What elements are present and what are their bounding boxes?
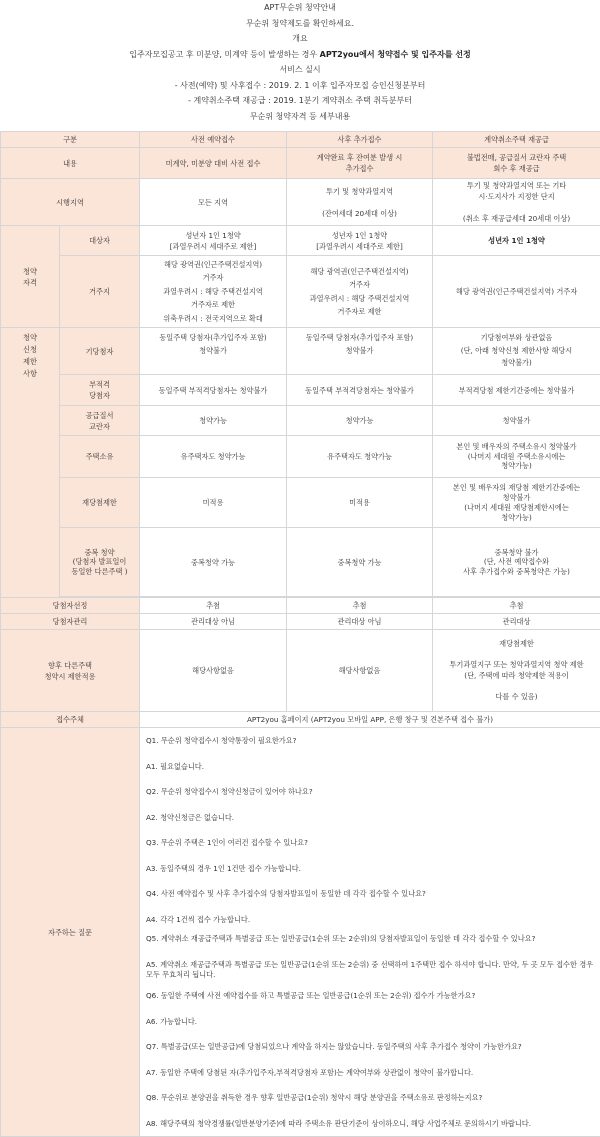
faq-q8: Q8. 무순위로 분양권을 취득한 경우 향후 일반공급(1순위) 청약시 해당 분양권을 주택소유로 판정하는지요? <box>146 1093 483 1102</box>
faq-a2: A2. 청약신청금은 없습니다. <box>146 812 235 822</box>
future-cancel: 재당첨제한 투기과열지구 또는 청약과열지역 청약 제한 (단, 주택에 따라 청약제한 적용이 다를 수 있음) <box>433 630 600 712</box>
future-pre: 해당사항없음 <box>140 630 287 712</box>
rewin-cancel: 본인 및 배우자의 재당첨 제한기간중에는 청약불가 (나머지 세대원 재당첨제한시에는 청약가능) <box>433 478 600 528</box>
row-label-region: 시행지역 <box>1 179 140 226</box>
eligibility-table <box>0 131 600 1137</box>
own-cancel: 본인 및 배우자의 주택소유시 청약불가 (나머지 세대원 주택소유시에는 청약가능) <box>433 436 600 478</box>
page-subtitle: 무순위 청약제도를 확인하세요. <box>245 18 355 28</box>
residence-cancel: 해당 광역권(인근주택건설지역) 거주자 <box>433 256 600 328</box>
row-label-target: 대상자 <box>60 226 140 256</box>
bullet-cancel-resupply: - 계약취소주택 재공급 : 2019. 1분기 계약취소 주택 취득분부터 <box>188 96 412 105</box>
region-pre: 모든 지역 <box>140 179 287 226</box>
row-label-content: 내용 <box>1 148 140 179</box>
row-label-home-ownership: 주택소유 <box>60 436 140 478</box>
row-label-winner-selection: 당첨자선정 <box>1 598 140 614</box>
faq-a6: A6. 가능합니다. <box>146 1016 198 1026</box>
faq-q4: Q4. 사전 예약접수 및 사후 추가접수의 당첨자발표일이 동일한 데 각각 접수할 수 있나요? <box>146 889 426 898</box>
region-cancel: 투기 및 청약과열지역 또는 기타 시·도지사가 지정한 단지 (취소 후 재공급세대 20세대 이상) <box>433 179 600 226</box>
overview-heading: 개요 <box>292 34 308 43</box>
residence-pre: 해당 광역권(인근주택건설지역) 거주자 과열우려시 : 해당 주택건설지역 거주자로 제한 위축우려시 : 전국지역으로 확대 <box>140 256 287 328</box>
row-label-application-channel: 접수주체 <box>1 712 140 728</box>
winner-pre: 동일주택 당첨자(추가입주자 포함) 청약불가 <box>140 328 287 375</box>
target-cancel: 성년자 1인 1청약 <box>433 226 600 256</box>
faq-q6: Q6. 동일한 주택에 사전 예약접수를 하고 특별공급 또는 일반공급(1순위 또는 2순위) 접수가 가능한가요? <box>146 991 476 1000</box>
page-title: APT무순위 청약안내 <box>264 3 336 12</box>
ineligible-cancel: 부적격당첨 제한기간중에는 청약불가 <box>433 375 600 406</box>
winner-cancel: 기당첨여부와 상관없음 (단, 아래 청약신청 제한사항 해당시 청약불가) <box>433 328 600 375</box>
intro-text <box>0 47 600 63</box>
ineligible-post: 동일주택 부적격당첨자는 청약불가 <box>287 375 433 406</box>
manage-post: 관리대상 아님 <box>287 614 433 630</box>
header-category: 구분 <box>1 132 140 148</box>
disrupt-cancel: 청약불가 <box>433 406 600 436</box>
faq-a5: A5. 계약취소 재공급주택과 특별공급 또는 일반공급(1순위 또는 2순위) 중 선택하여 1주택만 접수 하셔야 합니다. 만약, 두 곳 모두 접수한 경우 모두 무효처리 됩니다. <box>146 959 594 979</box>
bullet-pre-post-application: - 사전(예약) 및 사후접수 : 2019. 2. 1 이후 입주자모집 승인신청분부터 <box>174 80 426 90</box>
intro-header <box>0 0 600 124</box>
row-label-rewin-limit: 재당첨제한 <box>60 478 140 528</box>
intro-text-bold: APT2you에서 청약접수 및 입주자를 선정 <box>319 49 471 59</box>
select-post: 추첨 <box>287 598 433 614</box>
faq-q2: Q2. 무순위 청약접수시 청약신청금이 있어야 하나요? <box>146 787 313 796</box>
group-label-qualification: 청약 자격 <box>1 226 60 328</box>
region-post: 투기 및 청약과열지역 (잔여세대 20세대 이상) <box>287 179 433 226</box>
row-label-faq: 자주하는 질문 <box>1 728 140 1137</box>
manage-cancel: 관리대상 <box>433 614 600 630</box>
faq-a3: A3. 동일주택의 경우 1인 1건만 접수 가능합니다. <box>146 863 301 873</box>
winner-post: 동일주택 당첨자(추가입주자 포함) 청약불가 <box>287 328 433 375</box>
header-cancel-resupply: 계약취소주택 재공급 <box>433 132 600 148</box>
row-label-supply-disruptor: 공급질서 교란자 <box>60 406 140 436</box>
row-label-residence: 거주지 <box>60 256 140 328</box>
rewin-post: 미적용 <box>287 478 433 528</box>
faq-a7: A7. 동일한 주택에 당첨된 자(추가입주자,부적격당첨자 포함)는 계약여부와 상관없이 청약이 불가합니다. <box>146 1067 474 1077</box>
rewin-pre: 미적용 <box>140 478 287 528</box>
intro-text-pre: 입주자모집공고 후 미분양, 미계약 등이 발생하는 경우 <box>129 49 320 59</box>
faq-a1: A1. 필요없습니다. <box>146 761 205 771</box>
faq-a8: A8. 해당주택의 청약경쟁률(일반분양기준)에 따라 주택소유 판단기준이 상이하오니, 해당 사업주체로 문의하시기 바랍니다. <box>146 1118 532 1128</box>
group-label-restrictions: 청약 신청 제한 사항 <box>1 328 60 598</box>
disrupt-post: 청약가능 <box>287 406 433 436</box>
header-pre-application: 사전 예약접수 <box>140 132 287 148</box>
target-pre <box>140 226 287 256</box>
target-pre-main: 성년자 1인 1청약 <box>185 230 241 240</box>
future-post: 해당사항없음 <box>287 630 433 712</box>
dup-post: 중복청약 가능 <box>287 528 433 597</box>
intro-text-post: 서비스 실시 <box>279 65 321 74</box>
content-cancel: 불법전매, 공급질서 교란자 주택 회수 후 재공급 <box>433 148 600 179</box>
application-channel: APT2you 홈페이지 (APT2you 모바일 APP, 은행 창구 및 견본주택 접수 불가) <box>140 712 600 728</box>
row-label-future-limit: 향후 다른주택 청약시 제한적용 <box>1 630 140 712</box>
faq-q5: Q5. 계약취소 재공급주택과 특별공급 또는 일반공급(1순위 또는 2순위)의 당첨자발표일이 동일한 데 각각 접수할 수 있나요? <box>146 934 536 943</box>
own-post: 유주택자도 청약가능 <box>287 436 433 478</box>
target-pre-sub: [과열우려시 세대주로 제한] <box>169 241 257 251</box>
ineligible-pre: 동일주택 부적격당첨자는 청약불가 <box>140 375 287 406</box>
target-post-main: 성년자 1인 1청약 <box>331 230 388 240</box>
own-pre: 유주택자도 청약가능 <box>140 436 287 478</box>
detail-heading: 무순위 청약자격 등 세부내용 <box>249 111 351 121</box>
row-label-winner-management: 당첨자관리 <box>1 614 140 630</box>
select-cancel: 추첨 <box>433 598 600 614</box>
residence-post: 해당 광역권(인근주택건설지역) 거주자 과열우려시 : 해당 주택건설지역 거주자로 제한 <box>287 256 433 328</box>
content-pre: 미계약, 미분양 대비 사전 접수 <box>140 148 287 179</box>
faq-q1: Q1. 무순위 청약접수시 청약통장이 필요한가요? <box>146 736 297 745</box>
faq-a4: A4. 각각 1건씩 접수 가능합니다. <box>146 914 251 924</box>
faq-list <box>140 728 600 1137</box>
faq-q3: Q3. 무순위 주택은 1인이 여러건 접수할 수 있나요? <box>146 838 308 847</box>
row-label-ineligible-winner: 부적격 당첨자 <box>60 375 140 406</box>
content-post: 계약완료 후 잔여분 발생 시 추가접수 <box>287 148 433 179</box>
dup-cancel: 중복청약 불가 (단, 사전 예약접수와 사후 추가접수와 중복청약은 가능) <box>433 528 600 597</box>
row-label-prior-winner: 기당첨자 <box>60 328 140 375</box>
faq-q7: Q7. 특별공급(또는 일반공급)에 당첨되었으나 계약을 하지는 않았습니다. 동일주택의 사후 추가접수 청약이 가능한가요? <box>146 1042 522 1051</box>
dup-pre: 중복청약 가능 <box>140 528 287 597</box>
disrupt-pre: 청약가능 <box>140 406 287 436</box>
select-pre: 추첨 <box>140 598 287 614</box>
row-label-duplicate: 중복 청약 (당첨자 발표일이 동일한 다른주택 ) <box>60 528 140 597</box>
target-post-sub: [과열우려시 세대주로 제한] <box>316 241 403 251</box>
target-post <box>287 226 433 256</box>
header-post-application: 사후 추가접수 <box>287 132 433 148</box>
manage-pre: 관리대상 아님 <box>140 614 287 630</box>
